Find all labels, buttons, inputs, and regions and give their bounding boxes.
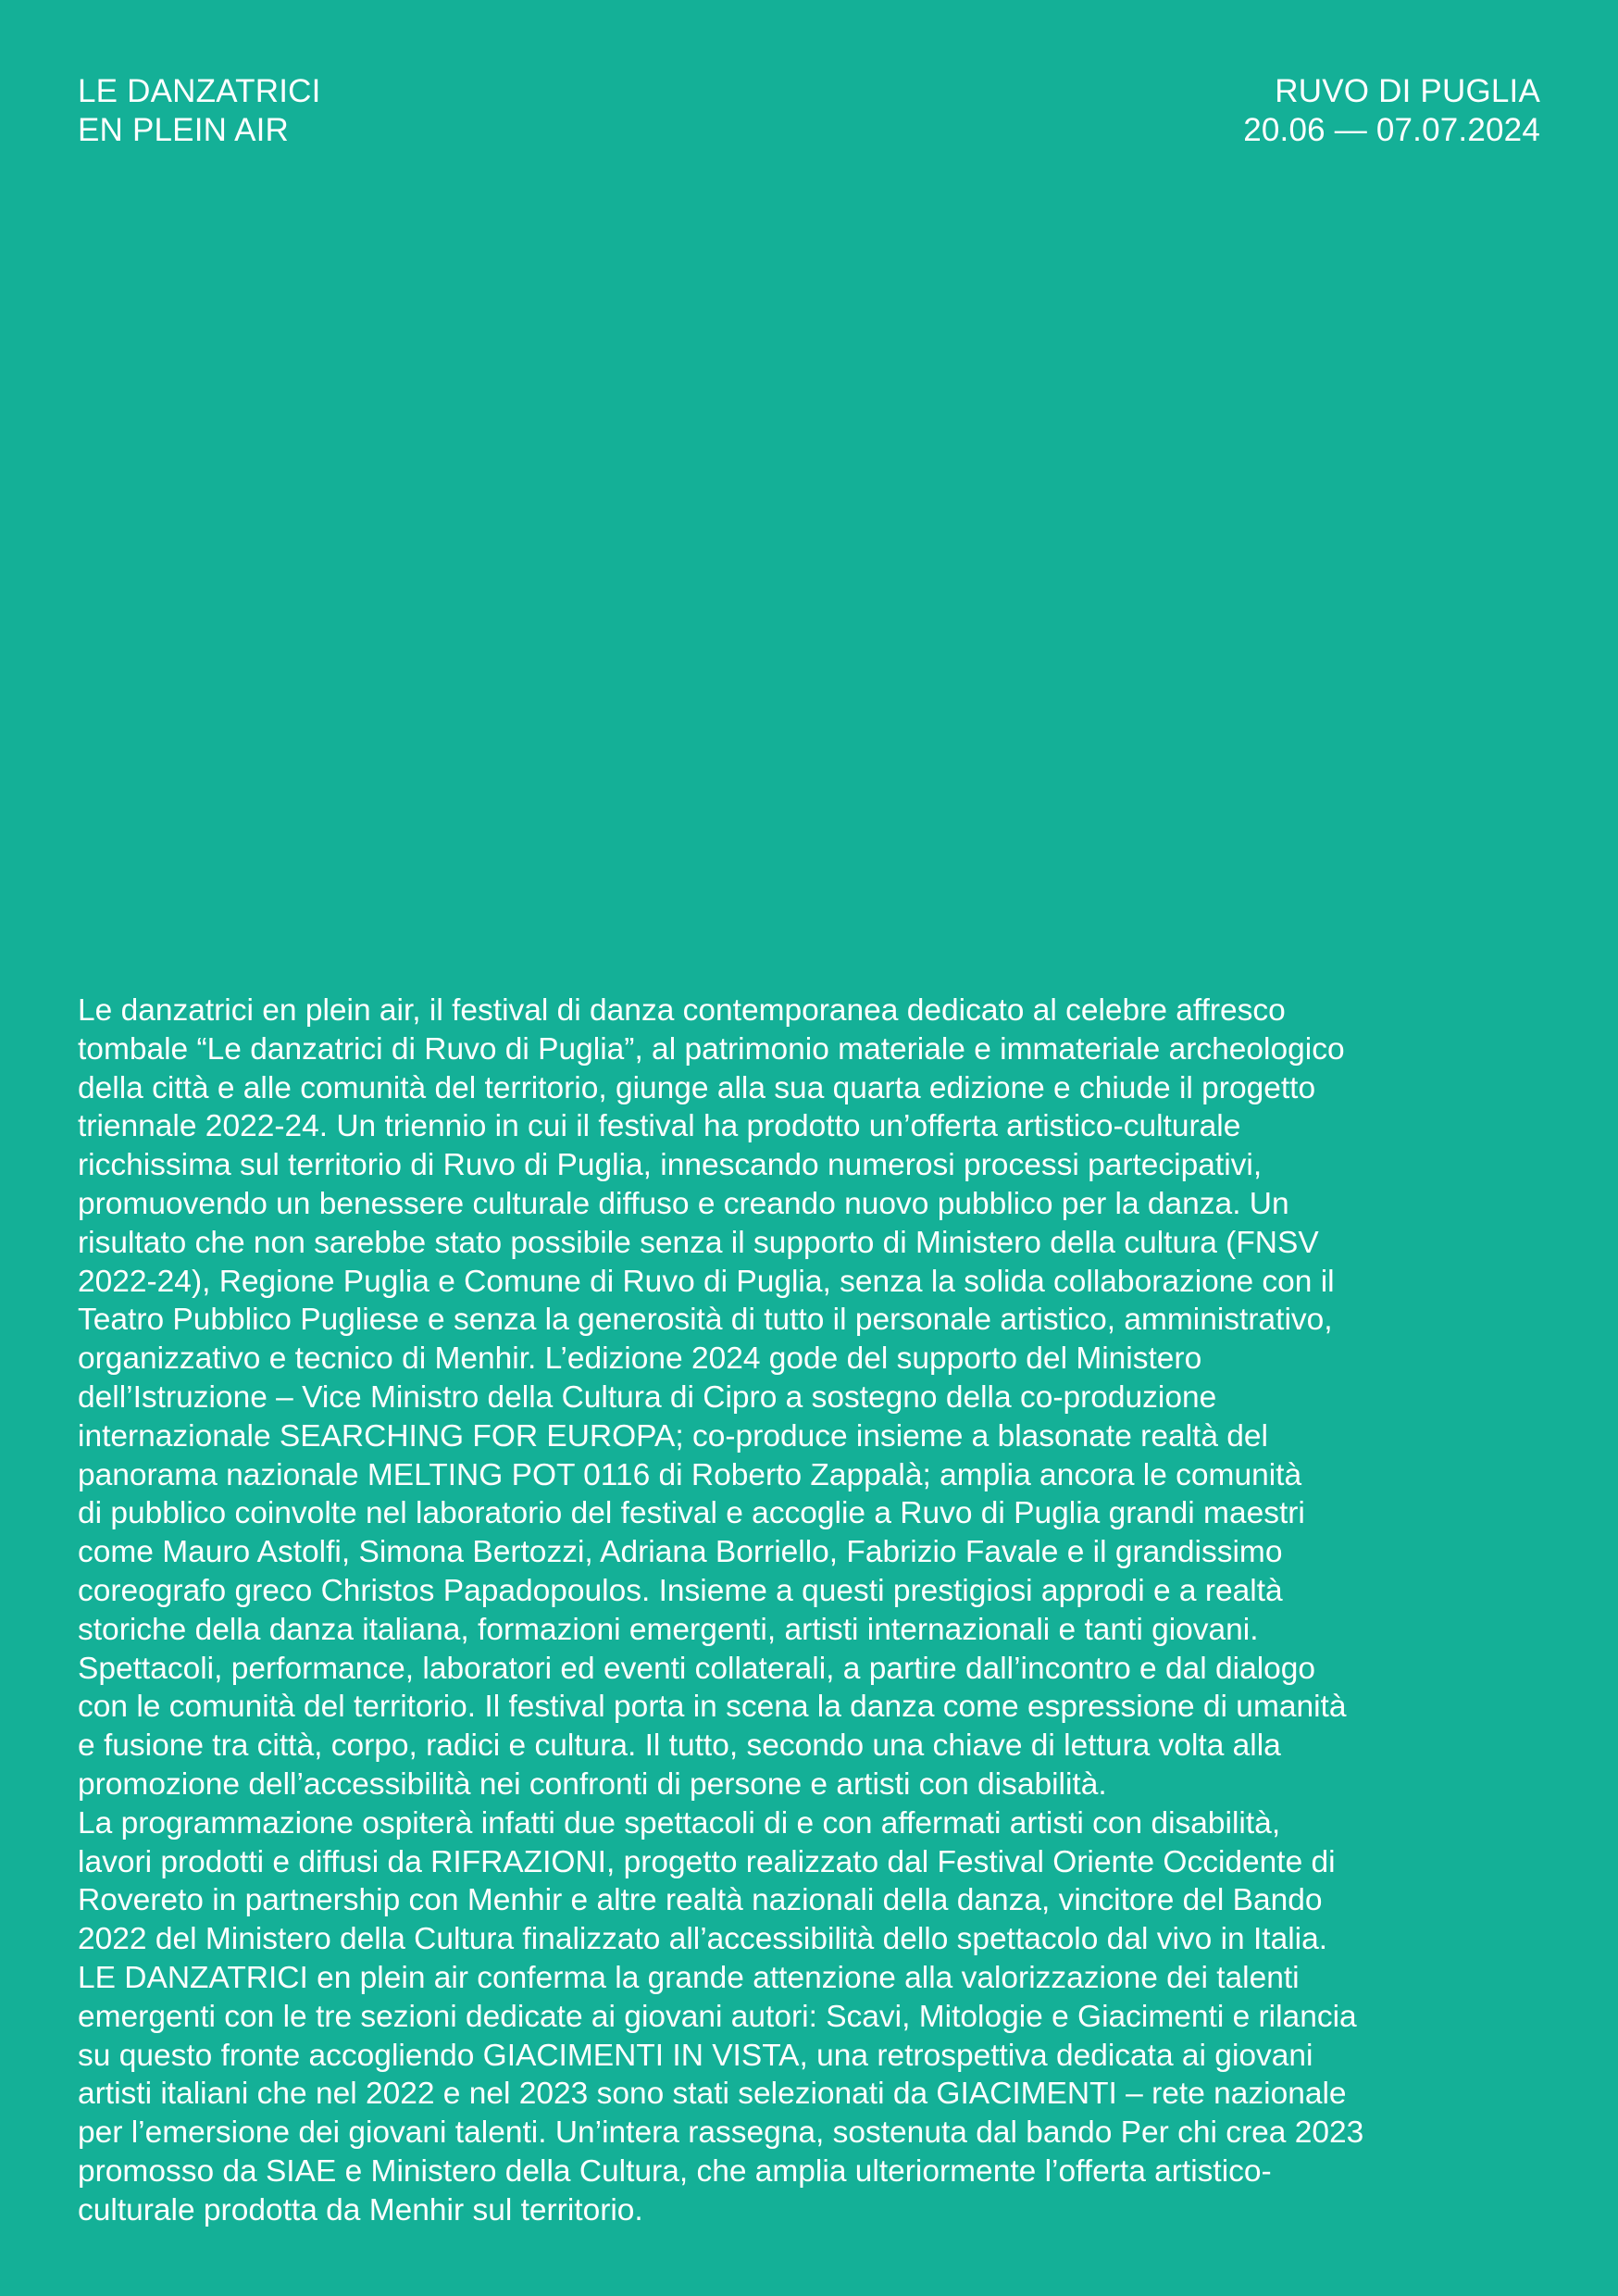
page-header xyxy=(78,72,1540,150)
festival-title xyxy=(78,72,321,150)
text-line: di pubblico coinvolte nel laboratorio del festival e accoglie a Ruvo di Puglia grandi maestri xyxy=(78,1496,1305,1531)
text-line: promozione dell’accessibilità nei confronti di persone e artisti con disabilità. xyxy=(78,1766,1107,1802)
text-line: su questo fronte accogliendo GIACIMENTI IN VISTA, una retrospettiva dedicata ai giovani xyxy=(78,2038,1313,2073)
festival-title-line-2: EN PLEIN AIR xyxy=(78,112,290,148)
text-line: Teatro Pubblico Pugliese e senza la generosità di tutto il personale artistico, amministrativo, xyxy=(78,1303,1333,1338)
text-line: triennale 2022-24. Un triennio in cui il festival ha prodotto un’offerta artistico-culturale xyxy=(78,1109,1241,1144)
text-line: culturale prodotta da Menhir sul territorio. xyxy=(78,2192,643,2227)
text-line: e fusione tra città, corpo, radici e cultura. Il tutto, secondo una chiave di lettura volta alla xyxy=(78,1728,1281,1764)
festival-title-line-1: LE DANZATRICI xyxy=(78,73,321,109)
text-line: LE DANZATRICI en plein air conferma la grande attenzione alla valorizzazione dei talenti xyxy=(78,1960,1300,1995)
festival-location-dates xyxy=(1243,72,1540,150)
text-line: La programmazione ospiterà infatti due spettacoli di e con affermati artisti con disabilità, xyxy=(78,1805,1281,1841)
text-line: ricchissima sul territorio di Ruvo di Puglia, innescando numerosi processi partecipativi, xyxy=(78,1148,1263,1183)
text-line: promosso da SIAE e Ministero della Cultura, che amplia ulteriormente l’offerta artistico- xyxy=(78,2153,1272,2189)
text-line: dell’Istruzione – Vice Ministro della Cultura di Cipro a sostegno della co-produzione xyxy=(78,1379,1217,1415)
festival-description xyxy=(78,992,1559,2230)
text-line: risultato che non sarebbe stato possibile senza il supporto di Ministero della cultura (FNSV xyxy=(78,1225,1319,1260)
text-line: tombale “Le danzatrici di Ruvo di Puglia”, al patrimonio materiale e immateriale archeologico xyxy=(78,1031,1345,1067)
text-line: panorama nazionale MELTING POT 0116 di Roberto Zappalà; amplia ancora le comunità xyxy=(78,1457,1302,1492)
text-line: come Mauro Astolfi, Simona Bertozzi, Adriana Borriello, Fabrizio Favale e il grandissimo xyxy=(78,1535,1283,1570)
text-line: Spettacoli, performance, laboratori ed eventi collaterali, a partire dall’incontro e dal dialogo xyxy=(78,1651,1316,1686)
text-line: emergenti con le tre sezioni dedicate ai giovani autori: Scavi, Mitologie e Giacimenti e rilancia xyxy=(78,1999,1357,2034)
text-line: artisti italiani che nel 2022 e nel 2023 sono stati selezionati da GIACIMENTI – rete nazionale xyxy=(78,2077,1347,2112)
festival-location: RUVO DI PUGLIA xyxy=(1275,73,1540,109)
text-line: internazionale SEARCHING FOR EUROPA; co-produce insieme a blasonate realtà del xyxy=(78,1418,1268,1454)
text-line: 2022 del Ministero della Cultura finalizzato all’accessibilità dello spettacolo dal vivo in Italia. xyxy=(78,1922,1328,1957)
text-line: Rovereto in partnership con Menhir e altre realtà nazionali della danza, vincitore del Bando xyxy=(78,1883,1323,1918)
text-line: storiche della danza italiana, formazioni emergenti, artisti internazionali e tanti giovani. xyxy=(78,1612,1259,1647)
text-line: lavori prodotti e diffusi da RIFRAZIONI, progetto realizzato dal Festival Oriente Occidente di xyxy=(78,1844,1336,1879)
text-line: organizzativo e tecnico di Menhir. L’edizione 2024 gode del supporto del Ministero xyxy=(78,1341,1202,1377)
festival-dates: 20.06 — 07.07.2024 xyxy=(1243,112,1540,148)
text-line: promuovendo un benessere culturale diffuso e creando nuovo pubblico per la danza. Un xyxy=(78,1186,1289,1221)
text-line: coreografo greco Christos Papadopoulos. Insieme a questi prestigiosi approdi e a realtà xyxy=(78,1573,1283,1608)
text-line: con le comunità del territorio. Il festival porta in scena la danza come espressione di umanità xyxy=(78,1690,1347,1725)
text-line: per l’emersione dei giovani talenti. Un’intera rassegna, sostenuta dal bando Per chi crea 2023 xyxy=(78,2115,1364,2151)
text-line: Le danzatrici en plein air, il festival di danza contemporanea dedicato al celebre affresco xyxy=(78,993,1286,1028)
text-line: della città e alle comunità del territorio, giunge alla sua quarta edizione e chiude il progetto xyxy=(78,1070,1316,1105)
text-line: 2022-24), Regione Puglia e Comune di Ruvo di Puglia, senza la solida collaborazione con il xyxy=(78,1264,1335,1299)
